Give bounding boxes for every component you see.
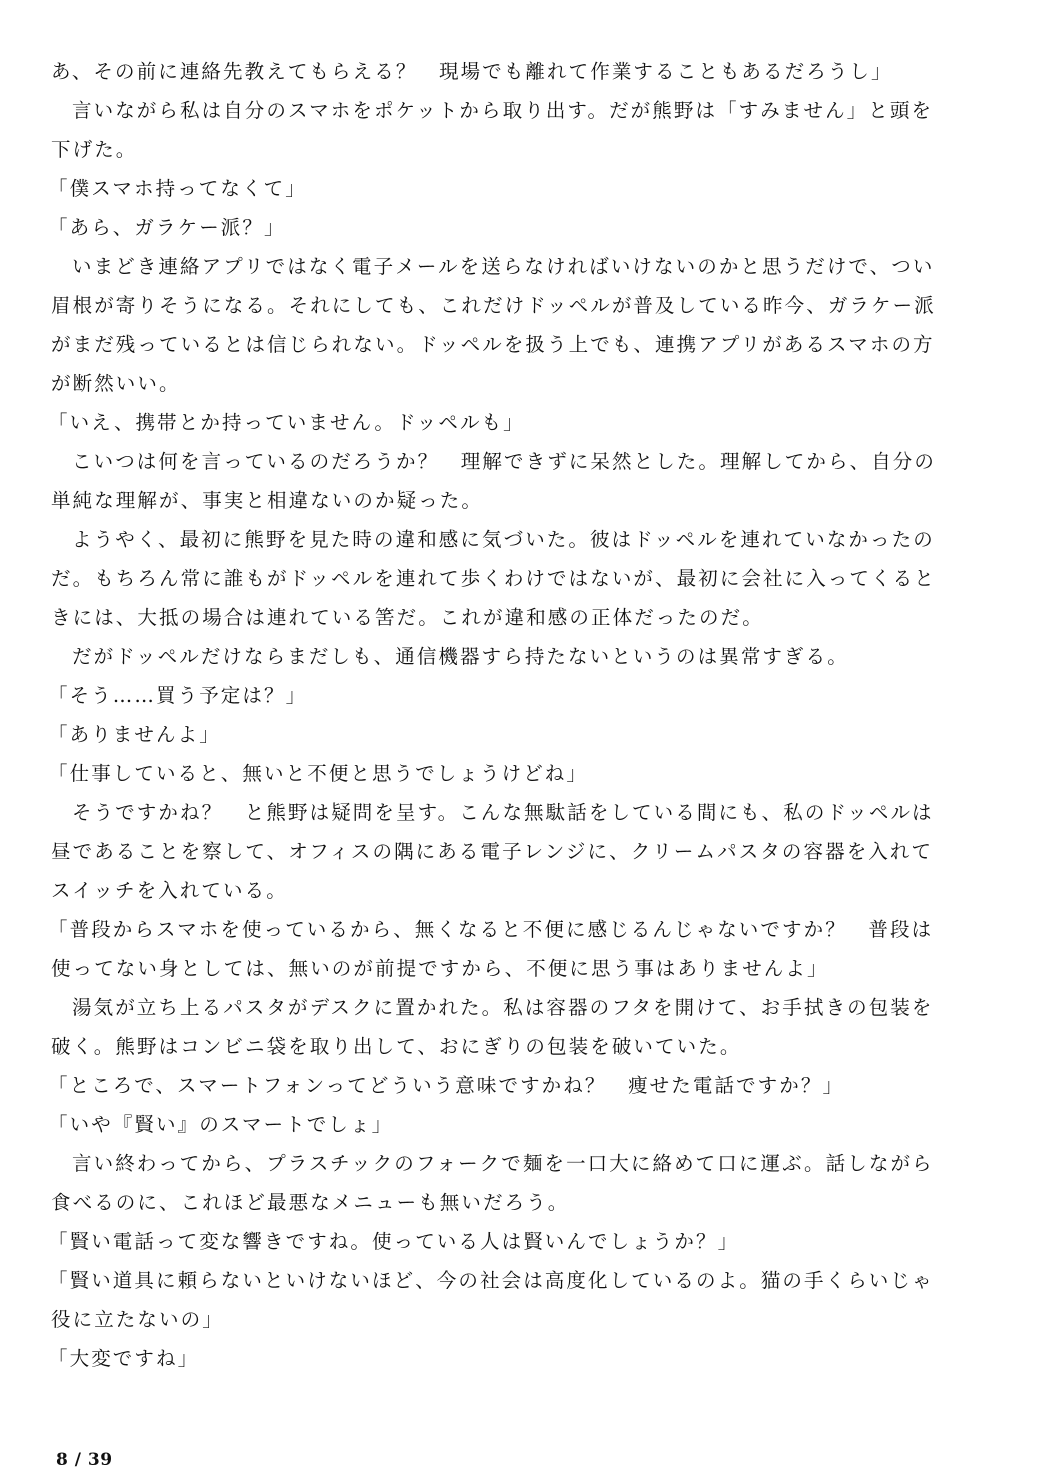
text-line: こいつは何を言っているのだろうか？ 理解できずに呆然とした。理解してから、自分の bbox=[72, 450, 937, 473]
text-line: 食べるのに、これほど最悪なメニューも無いだろう。 bbox=[51, 1191, 570, 1214]
dialogue-line: 「ところで、スマートフォンってどういう意味ですかね？ 痩せた電話ですか？」 bbox=[48, 1074, 845, 1097]
text-line: だ。もちろん常に誰もがドッペルを連れて歩くわけではないが、最初に会社に入ってくると bbox=[51, 567, 936, 590]
text-line: 単純な理解が、事実と相違ないのか疑った。 bbox=[51, 489, 484, 512]
dialogue-line: 「賢い電話って変な響きですね。使っている人は賢いんでしょうか？」 bbox=[48, 1230, 740, 1253]
dialogue-line: 「いや『賢い』のスマートでしょ」 bbox=[48, 1113, 394, 1136]
dialogue-line: 「いえ、携帯とか持っていません。ドッペルも」 bbox=[48, 411, 525, 434]
page-number: 8 / 39 bbox=[56, 1450, 113, 1470]
dialogue-line: 「あら、ガラケー派？」 bbox=[48, 216, 286, 239]
text-line: ようやく、最初に熊野を見た時の違和感に気づいた。彼はドッペルを連れていなかったの bbox=[72, 528, 935, 551]
dialogue-line: 「賢い道具に頼らないといけないほど、今の社会は高度化しているのよ。猫の手くらいじゃ bbox=[48, 1269, 934, 1292]
text-line: が断然いい。 bbox=[51, 372, 181, 395]
dialogue-line: 「仕事していると、無いと不便と思うでしょうけどね」 bbox=[48, 762, 589, 785]
text-line: あ、その前に連絡先教えてもらえる？ 現場でも離れて作業することもあるだろうし」 bbox=[51, 60, 893, 83]
text-line: いまどき連絡アプリではなく電子メールを送らなければいけないのかと思うだけで、つい bbox=[72, 255, 935, 278]
text-line: 使ってない身としては、無いのが前提ですから、不便に思う事はありませんよ」 bbox=[51, 957, 829, 980]
dialogue-line: 「ありませんよ」 bbox=[48, 723, 221, 746]
text-line: スイッチを入れている。 bbox=[51, 879, 288, 902]
dialogue-line: 「大変ですね」 bbox=[48, 1347, 200, 1370]
text-line: 破く。熊野はコンビニ袋を取り出して、おにぎりの包装を破いていた。 bbox=[51, 1035, 742, 1058]
dialogue-line: 「そう……買う予定は？」 bbox=[48, 684, 308, 707]
page-body bbox=[48, 52, 983, 1378]
dialogue-line: 「普段からスマホを使っているから、無くなると不便に感じるんじゃないですか？ 普段は bbox=[48, 918, 934, 941]
text-line: 役に立たないの」 bbox=[51, 1308, 224, 1331]
text-line: 昼であることを察して、オフィスの隅にある電子レンジに、クリームパスタの容器を入れて bbox=[51, 840, 934, 863]
dialogue-line: 「僕スマホ持ってなくて」 bbox=[48, 177, 307, 200]
text-line: 言い終わってから、プラスチックのフォークで麺を一口大に絡めて口に運ぶ。話しながら bbox=[72, 1152, 934, 1175]
text-line: 下げた。 bbox=[51, 138, 138, 161]
text-line: 言いながら私は自分のスマホをポケットから取り出す。だが熊野は「すみません」と頭を bbox=[72, 99, 934, 122]
text-line: 眉根が寄りそうになる。それにしても、これだけドッペルが普及している昨今、ガラケー派 bbox=[51, 294, 936, 317]
text-line: そうですかね？ と熊野は疑問を呈す。こんな無駄話をしている間にも、私のドッペルは bbox=[72, 801, 934, 824]
text-line: だがドッペルだけならまだしも、通信機器すら持たないというのは異常すぎる。 bbox=[72, 645, 849, 668]
text-line: きには、大抵の場合は連れている筈だ。これが違和感の正体だったのだ。 bbox=[51, 606, 764, 629]
text-line: がまだ残っているとは信じられない。ドッペルを扱う上でも、連携アプリがあるスマホの方 bbox=[51, 333, 935, 356]
text-line: 湯気が立ち上るパスタがデスクに置かれた。私は容器のフタを開けて、お手拭きの包装を bbox=[72, 996, 934, 1019]
